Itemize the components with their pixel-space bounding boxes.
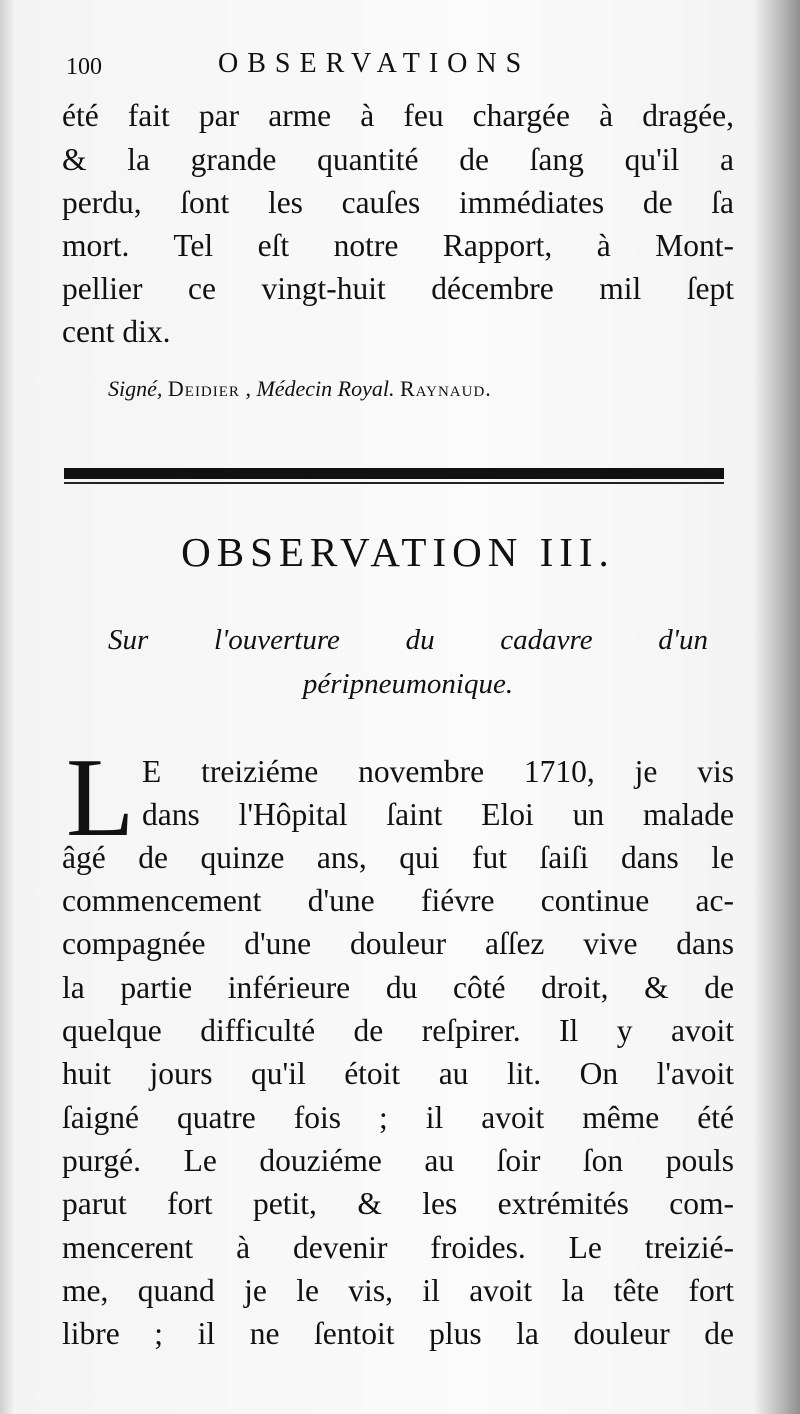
signed-label: Signé, — [108, 376, 163, 401]
signatory-name-2: Raynaud. — [400, 376, 492, 401]
text-line: huit jours qu'il étoit au lit. On l'avoit — [62, 1056, 734, 1091]
observation-subtitle-line-1: Sur l'ouverture du cadavre d'un — [108, 624, 708, 656]
text-line: mort. Tel eſt notre Rapport, à Mont- — [62, 228, 734, 263]
page-gutter-shadow — [0, 0, 14, 1414]
text-line: été fait par arme à feu chargée à dragée, — [62, 98, 734, 133]
section-divider — [64, 466, 724, 488]
text-line: la partie inférieure du côté droit, & de — [62, 970, 734, 1005]
text-line: cent dix. — [62, 314, 171, 349]
signatory-name-1: Deidier — [167, 376, 240, 401]
page-number: 100 — [66, 54, 102, 80]
text-line: perdu, ſont les cauſes immédiates de ſa — [62, 185, 734, 220]
observation-subtitle-line-2: péripneumonique. — [302, 668, 514, 700]
text-line: purgé. Le douziéme au ſoir ſon pouls — [62, 1143, 734, 1178]
divider-thin-rule — [64, 482, 724, 484]
running-title: OBSERVATIONS — [218, 48, 531, 79]
text-line: pellier ce vingt-huit décembre mil ſept — [62, 271, 734, 306]
text-line: & la grande quantité de ſang qu'il a — [62, 142, 734, 177]
signature-line: Signé, Deidier , Médecin Royal. Raynaud. — [108, 376, 492, 401]
text-line: commencement d'une fiévre continue ac- — [62, 883, 734, 918]
divider-thick-rule — [64, 468, 724, 479]
text-line: libre ; il ne ſentoit plus la douleur de — [62, 1316, 734, 1351]
text-line: parut fort petit, & les extrémités com- — [62, 1186, 734, 1221]
text-line: ſaigné quatre fois ; il avoit même été — [62, 1100, 734, 1135]
text-line: quelque difficulté de reſpirer. Il y avoit — [62, 1013, 734, 1048]
text-line: âgé de quinze ans, qui fut ſaiſi dans le — [62, 840, 734, 875]
page-header — [66, 48, 596, 88]
text-line: E treiziéme novembre 1710, je vis — [142, 754, 734, 789]
observation-title: OBSERVATION III. — [181, 529, 615, 575]
text-line: dans l'Hôpital ſaint Eloi un malade — [142, 797, 734, 832]
signatory-role: Médecin Royal. — [256, 376, 395, 401]
drop-cap: L — [66, 736, 135, 860]
text-line: me, quand je le vis, il avoit la tête fort — [62, 1273, 734, 1308]
text-line: mencerent à devenir froides. Le treizié- — [62, 1230, 734, 1265]
text-line: compagnée d'une douleur aſſez vive dans — [62, 926, 734, 961]
page-edge-shadow — [754, 0, 800, 1414]
